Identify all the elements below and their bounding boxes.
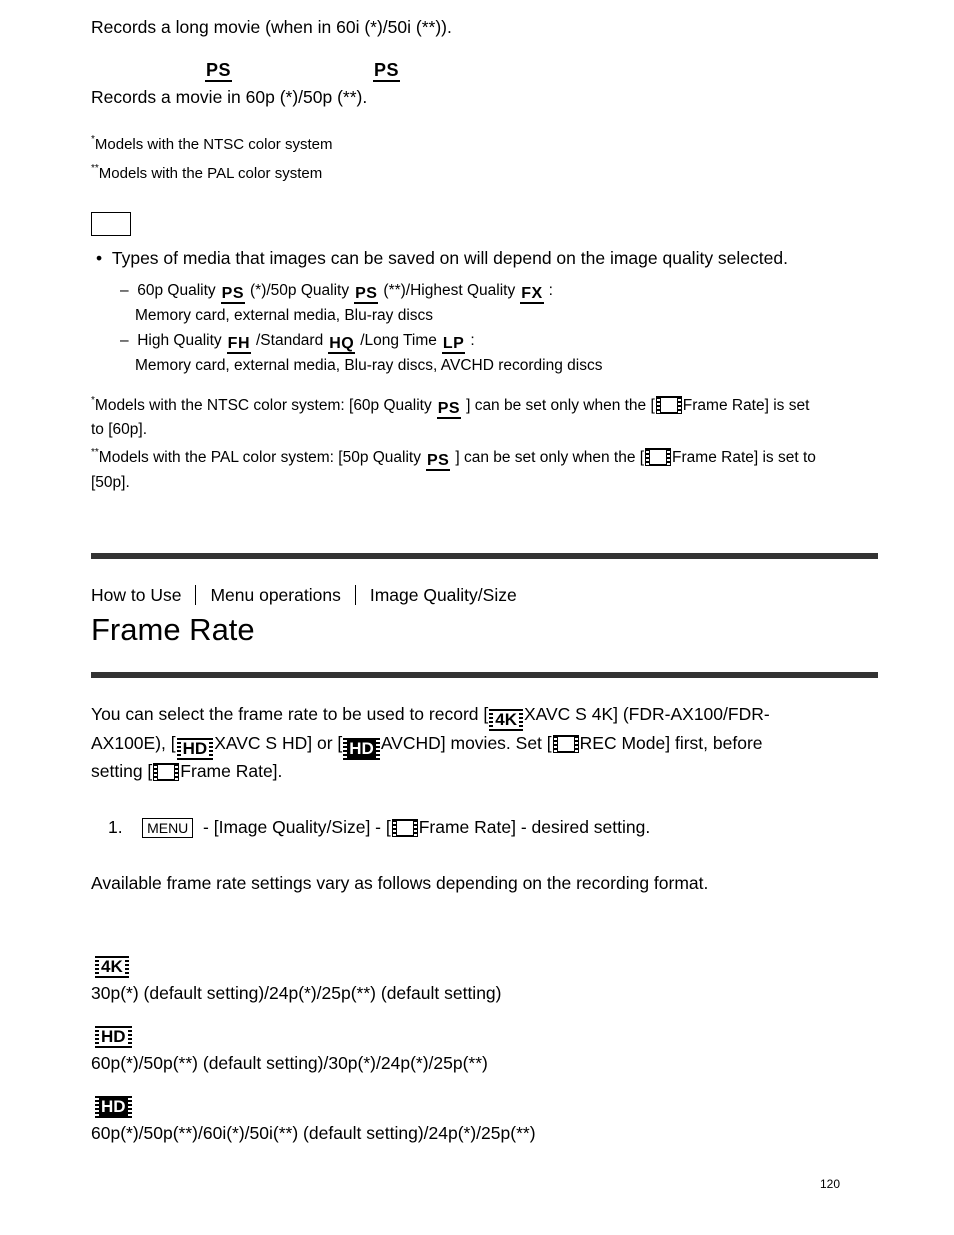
breadcrumb-separator [195, 585, 196, 605]
4k-format-rates: 30p(*) (default setting)/24p(*)/25p(**) (default setting) [91, 983, 502, 1003]
breadcrumb [91, 584, 517, 606]
page-number: 120 [820, 1177, 841, 1191]
avchd-format-icon: HD [94, 1094, 133, 1118]
note-label-box [91, 212, 131, 236]
intro-line-3: setting [ Frame Rate]. [91, 761, 283, 781]
ps-quality-icon: PS [355, 285, 378, 302]
ps-quality-icon: PS [206, 60, 232, 80]
note-sub-media-2: Memory card, external media, Blu-ray discs, AVCHD recording discs [135, 357, 603, 374]
lp-quality-icon: LP [442, 335, 465, 352]
note-sub-media-1: Memory card, external media, Blu-ray discs [135, 307, 434, 324]
fx-quality-icon: FX [521, 285, 543, 302]
menu-button-icon: MENU [142, 818, 193, 838]
hd-format-rates: 60p(*)/50p(**) (default setting)/30p(*)/24p(*)/25p(**) [91, 1053, 488, 1073]
footnote-ntsc: *Models with the NTSC color system [91, 134, 333, 153]
ps-quality-icon: PS [427, 452, 450, 469]
title-divider [91, 672, 878, 678]
ps-quality-icon: PS [221, 285, 244, 302]
breadcrumb-menu-operations[interactable]: Menu operations [210, 585, 341, 605]
film-icon [656, 396, 682, 414]
hd-movie-icon: HD [177, 738, 214, 760]
avchd-format-rates: 60p(*)/50p(**)/60i(*)/50i(**) (default setting)/24p(*)/25p(**) [91, 1123, 536, 1143]
film-icon [153, 763, 179, 781]
film-icon [645, 448, 671, 466]
note-bullet: • Types of media that images can be saved on will depend on the image quality selected. [96, 248, 788, 268]
4k-format-icon: 4K [94, 954, 130, 978]
footnote-pal-framerate: **Models with the PAL color system: [50p Quality PS ] can be set only when the [ Frame Rate] is set to [91, 447, 816, 469]
note-sub-item-1: – 60p Quality PS (*)/50p Quality PS (**)/Highest Quality FX : [120, 282, 553, 302]
note-sub-item-2: – High Quality FH /Standard HQ /Long Time LP : [120, 332, 475, 352]
footnote-pal: **Models with the PAL color system [91, 163, 323, 182]
film-icon [392, 819, 418, 837]
intro-line-1: You can select the frame rate to be used to record [ 4K XAVC S 4K] (FDR-AX100/FDR- [91, 704, 770, 729]
step-1: 1. MENU - [Image Quality/Size] - [ Frame Rate] - desired setting. [108, 817, 651, 837]
page-title: Frame Rate [91, 612, 255, 647]
ps-quality-icon: PS [437, 400, 461, 417]
breadcrumb-how-to-use[interactable]: How to Use [91, 585, 182, 605]
4k-movie-icon: 4K [489, 709, 523, 731]
fh-quality-icon: FH [227, 335, 250, 352]
available-settings-text: Available frame rate settings vary as follows depending on the recording format. [91, 873, 709, 893]
record-long-movie-text: Records a long movie (when in 60i (*)/50i (**)). [91, 17, 452, 37]
breadcrumb-image-quality-size[interactable]: Image Quality/Size [369, 585, 517, 605]
breadcrumb-separator [355, 585, 356, 605]
hq-quality-icon: HQ [329, 335, 355, 352]
footnote-pal-framerate-cont: [50p]. [91, 474, 130, 491]
film-icon [553, 735, 579, 753]
hd-format-icon: HD [94, 1024, 133, 1048]
section-divider [91, 553, 878, 559]
footnote-ntsc-framerate: *Models with the NTSC color system: [60p Quality PS ] can be set only when the [ Frame Rate] is set [91, 395, 810, 417]
record-60p-text: Records a movie in 60p (*)/50p (**). [91, 87, 368, 107]
footnote-ntsc-framerate-cont: to [60p]. [91, 421, 148, 438]
ps-quality-icon: PS [374, 60, 400, 80]
intro-line-2: AX100E), [ HD XAVC S HD] or [ HD AVCHD] movies. Set [ REC Mode] first, before [91, 733, 763, 758]
avchd-movie-icon: HD [343, 738, 380, 760]
